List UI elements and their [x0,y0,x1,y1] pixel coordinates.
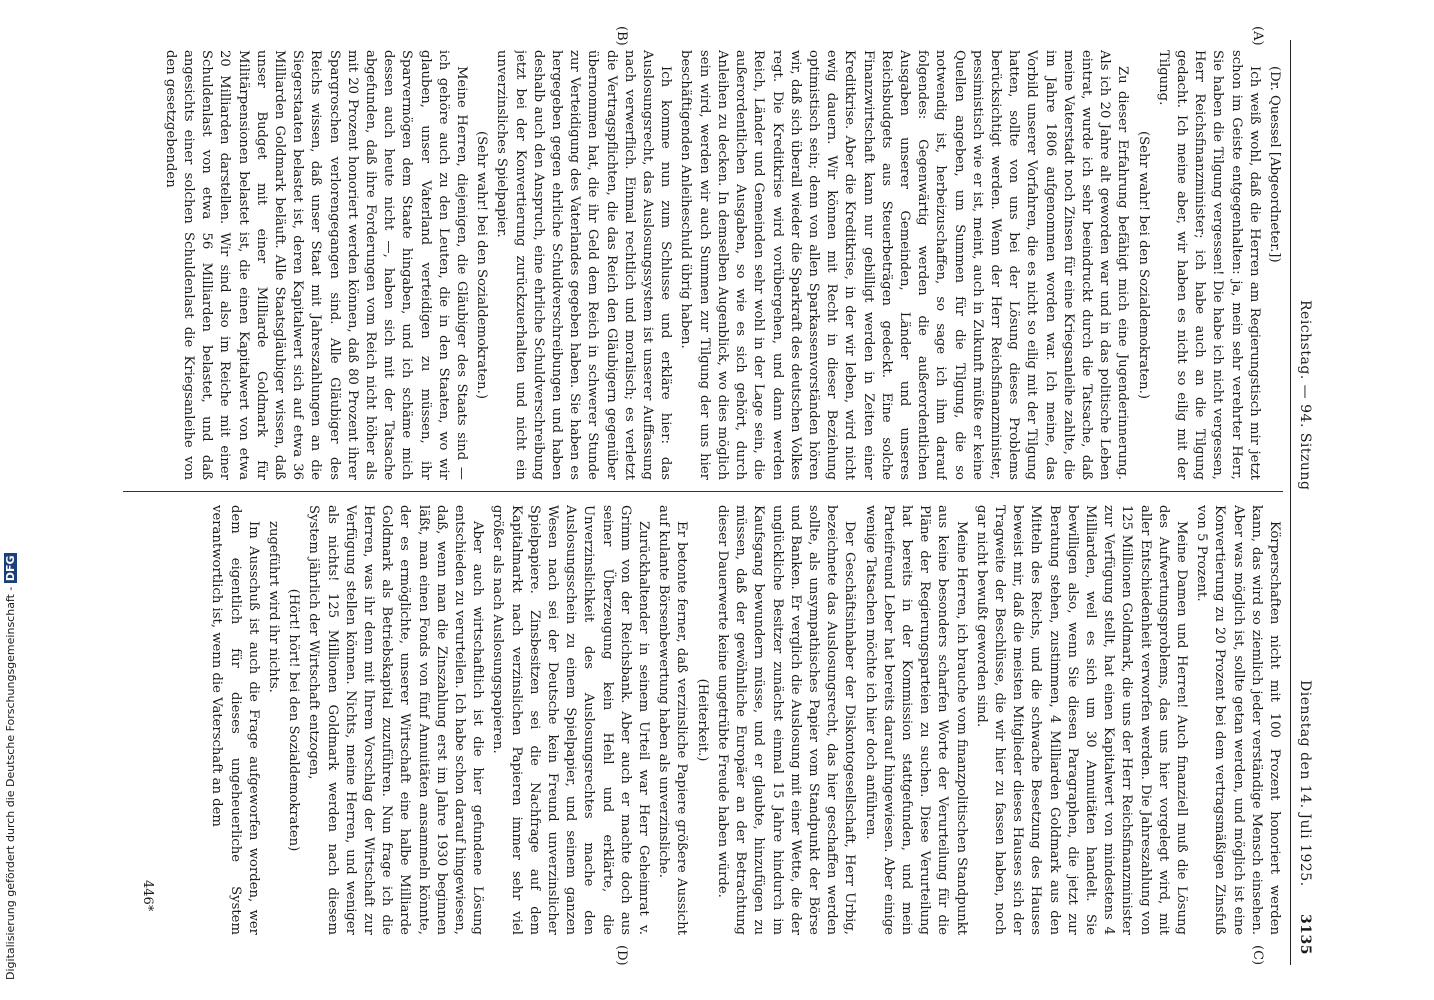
left-column [123,50,1283,480]
paragraph: Im Ausschuß ist auch die Frage aufgeworfen worden, wer dem eigentlich für dieses ungeheuerliche System verantwortlich ist, wenn die Vaterschaft an dem [209,505,261,935]
interjection: (Sehr wahr! bei den Sozialdemokraten.) [474,131,490,399]
paragraph: Meine Herren, ich brauche vom finanzpolitischen Standpunkt aus keine besonders scharfen Worte der Verurteilung für die Pläne der Regierungsparteien zu suchen. Diese Verurteilung hat bereits in der Kommission stattgefunden, und mein Parteifreund Leber hat bereits darauf hingewiesen. Aber einige wenige Tatsachen möchte ich hier doch anführen. [862,505,969,935]
credit-text: Digitalisierung gefördert durch die Deutsche Forschungsgemeinschaft - [4,586,17,980]
paragraph: Körperschaften nicht mit 100 Prozent honoriert werden kann, das wird so ziemlich jeder verständige Mensch einsehen. Aber was möglich ist, sollte getan werden, und möglich ist eine Konvertierung zu 20 Prozent bei dem vertragsmäßigen Zinsfuß von 5 Prozent. [1194,505,1282,935]
paragraph: Aber auch wirtschaftlich ist die hier gefundene Lösung entschieden zu verurteilen. Ich habe schon darauf hingewiesen, daß, wenn man die Zinszahlung erst im Jahre 1930 beginnen läßt, man einen Fonds von fünf Annuitäten ansammeln könnte, der es ermöglichte, unserer Wirtschaft eine halbe Milliarde Goldmark als Betriebskapital zuzuführen. Nun frage ich die Herren, was ihr denn mit Ihrem Vorschlag der Wirtschaft zur Verfügung stellen können. Nichts, meine Herren, und weniger als nichts! 125 Millionen Goldmark werden nach diesem System jährlich der Wirtschaft entzogen, [306,505,486,935]
paragraph: Zu dieser Erfahrung befähigt mich eine Jugenderinnerung. Als ich 20 Jahre alt geworden war und in das politische Leben eintrat, wurde ich sehr beeindruckt durch die Tatsache, daß meine Vaterstadt noch Zinsen für eine Kriegsanleihe zahlte, die im Jahre 1806 aufgenommen worden war. Ich meine, das Vorbild unserer Vorfahren, die es nicht so eilig mit der Tilgung hatten, sollte von uns bei der Lösung dieses Problems berücksichtigt werden. Wenn der Herr Reichsfinanzminister, pessimistisch wie er ist, meint, auch in Zukunft müßte er keine Quellen angeben, um Summen für die Tilgung, die so notwendig ist, herbeizuschaffen, so sage ich ihm darauf folgendes: Gegenwärtig werden die außerordentlichen Ausgaben unserer Gemeinden, Länder und unseres Reichsbudgets aus Steuerbeträgen gedeckt. Eine solche Finanzwirtschaft kann nur gebilligt werden in Zeiten einer Kreditkrise. Aber die Kreditkrise, in der wir leben, wird nicht ewig dauern. Wir können mit Recht in dieser Beziehung optimistisch sein; denn von allen Sparkassenvorständen hören wir, daß sich überall wieder die Sparkraft des deutschen Volkes regt. Die Kreditkrise wird vorübergehen, und dann werden Reich, Länder und Gemeinden sehr wohl in der Lage sein, die außerordentlichen Ausgaben, so wie es sich gehört, durch Anleihen zu decken. In demselben Augenblick, wo dies möglich sein wird, werden wir auch Summen zur Tilgung der uns hier beschäftigenden Anleiheschuld übrig haben. [678,50,1131,480]
page-number: 3135 [1297,914,1313,955]
paragraph: Ich komme nun zum Schlusse und erkläre hier: das Auslosungsrecht, das Auslosungssystem ist unserer Auffassung nach verwerflich. Einmal rechtlich und moralisch; es verletzt die Vertragspflichten, die das Reich den Gläubigern gegenüber übernommen hat, die ihr Geld dem Reich in schwerer Stunde zur Verteidigung des Vaterlandes gegeben haben. Sie haben es hergegeben gegen ehrliche Schuldverschreibungen und haben deshalb auch den Anspruch, eine ehrliche Schuldverschreibung jetzt bei der Konvertierung zurückzuerhalten und nicht ein unverzinsliches Spielpapier. [494,50,674,480]
margin-marker-d: (D) [614,945,629,966]
paragraph: Zurückhaltender in seinem Urteil war Herr Geheimrat v. Grimm von der Reichsbank. Aber auch er machte doch aus seiner Überzeugung kein Hehl und erklärte, die Unverzinslichkeit des Auslosungsrechtes mache den Auslosungsschein zu einem Spielpapier, und seinem ganzen Wesen nach sei der Deutsche kein Freund unverzinslicher Spielpapiere. Zinsbesitzen sei die Nachfrage auf dem Kapitalmarkt nach verzinslichen Papieren immer sehr viel größer als nach Auslosungspapieren. [490,505,652,935]
speaker-line: (Dr. Quessel [Abgeordneter.]) [1267,66,1282,263]
interjection: (Heiterkeit.) [694,678,710,762]
dfg-logo: DFG [4,555,17,582]
paragraph: Er betonte ferner, daß verzinsliche Papiere größere Aussicht auf kulante Börsenbewertung haben als unverzinsliche. [656,505,690,935]
signature-number: 446* [140,880,155,912]
header-rule [1290,40,1291,965]
margin-marker-b: (B) [614,26,629,46]
interjection: (Hört! hört! bei den Sozialdemokraten) [286,588,302,852]
right-column [123,505,1283,935]
paragraph: Meine Herren, diejenigen, die Gläubiger des Staats sind — ich gehöre auch zu den Leuten, die in den Staaten, wo wir glauben, unser Vaterland verteidigen zu müssen, ihr Sparvermögen dem Staate hingaben, und ich schäme mich dessen auch heute nicht —, haben sich mit der Tatsache abgefunden, daß ihre Forderungen vom Reich nicht höher als mit 20 Prozent honoriert werden können, daß 80 Prozent ihrer Spargroschen verlorengegangen sind. Alle Gläubiger des Reichs wissen, daß unser Staat mit Jahreszahlungen an die Siegerstaaten belastet ist, deren Kapitalwert sich auf etwa 36 Milliarden Goldmark beläuft. Alle Staatsgläubiger wissen, daß unser Budget mit einer Milliarde Goldmark für Militärpensionen belastet ist, die einen Kapitalwert von etwa 20 Milliarden darstellen. Wir sind also im Reiche mit einer Schuldenlast von etwa 56 Milliarden belastet, und daß angesichts einer solchen Schuldenlast die Kriegsanleihe von den gesetzgebenden [162,50,470,480]
page-header [1291,40,1315,965]
column-rule [123,491,1283,492]
session-title: Reichstag. — 94. Sitzung [1297,300,1313,491]
paragraph: Meine Damen und Herren! Auch finanziell muß die Lösung des Aufwertungsproblems, das uns hier vorgelegt wird, mit aller Entschiedenheit verworfen werden. Die Jahreszahlung von 125 Millionen Goldmark, die uns der Herr Reichsfinanzminister zur Verfügung stellt, hat einen Kapitalwert von mindestens 4 Milliarden, weil es sich um 30 Annuitäten handelt. Sie bewilligen also, wenn Sie diesen Paragraphen, die jetzt zur Beratung stehen, zustimmen, 4 Milliarden Goldmark aus den Mitteln des Reichs, und die schwache Besetzung des Hauses beweist mir, daß die meisten Mitglieder dieses Hauses sich der Tragweite der Beschlüsse, die wir hier zu fassen haben, noch gar nicht bewußt geworden sind. [973,505,1189,935]
paragraph: Ich weiß wohl, daß die Herren am Regierungstisch mir jetzt schon im Geiste entgegenhalten: ja, mein sehr verehrter Herr, Sie haben die Tilgung vergessen! Die habe ich nicht vergessen, Herr Reichsfinanzminister; ich habe auch an die Tilgung gedacht. Ich meine aber, wir haben es nicht so eilig mit der Tilgung. [1155,50,1262,480]
digitization-credit [4,553,17,980]
paragraph: Der Geschäftsinhaber der Diskontogesellschaft, Herr Urbig, bezeichnete das Auslosungsrecht, das hier geschaffen werden sollte, als unsympathisches Papier vom Standpunkt der Börse und Banken. Er verglich die Auslosung mit einer Wette, die der unglückliche Besitzer zunächst einmal 15 Jahre hindurch im Kaufsgang bewundern müsse, und er glaubte, hinzufügen zu müssen, daß der gewöhnliche Europäer an der Betrachtung dieser Dauerwerte keine ungetrübte Freude haben würde. [714,505,858,935]
interjection: (Sehr wahr! bei den Sozialdemokraten.) [1135,131,1151,399]
paragraph: zugeführt wird ihr nichts. [266,521,282,693]
margin-marker-c: (C) [1250,945,1265,966]
document-page [75,26,1335,966]
session-date: Dienstag den 14. Juli 1925. [1297,680,1313,887]
margin-marker-a: (A) [1250,26,1265,46]
